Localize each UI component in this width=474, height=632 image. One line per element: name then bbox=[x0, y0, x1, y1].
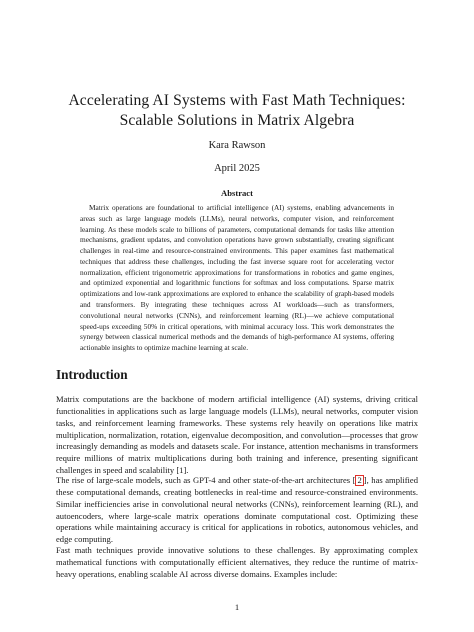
intro-paragraph-2 bbox=[56, 475, 418, 546]
abstract-text: Matrix operations are foundational to artificial intelligence (AI) systems, enabling advancements in areas such as large language models (LLMs), neural networks, computer vision, and reinforcement learning. As these models scale to billions of parameters, computational demands for tasks like attention mechanisms, gradient updates, and convolution operations have grown substantially, creating significant challenges in real-time and resource-constrained environments. This paper examines fast mathematical techniques that address these challenges, including the fast inverse square root for accelerating vector normalization, efficient trigonometric approximations for transformations in robotics and game engines, and optimized exponential and logarithmic functions for softmax and loss computations. Sparse matrix optimizations and low-rank approximations are explored to enhance the scalability of graph-based models and transformers. By integrating these techniques across AI workloads—such as transformers, convolutional neural networks (CNNs), and reinforcement learning (RL)—we achieve computational speed-ups exceeding 50% in critical operations, with minimal accuracy loss. This work demonstrates the synergy between classical numerical methods and the demands of high-performance AI systems, offering actionable insights to optimize machine learning at scale. bbox=[80, 203, 394, 353]
intro-paragraph-1: Matrix computations are the backbone of modern artificial intelligence (AI) systems, driving critical functionalities in applications such as large language models (LLMs), neural networks, computer vision tasks, and reinforcement learning frameworks. These systems rely heavily on operations like matrix multiplication, normalization, rotation, eigenvalue decomposition, and convolution—processes that grow increasingly demanding as models and datasets scale. For instance, attention mechanisms in transformers require millions of matrix multiplications during both training and inference, presenting significant challenges in speed and scalability [1]. bbox=[56, 394, 418, 476]
citation-number: 2 bbox=[357, 475, 362, 485]
intro-paragraph-3: Fast math techniques provide innovative solutions to these challenges. By approximating complex mathematical functions with computationally efficient alternatives, they reduce the runtime of matrix-heavy operations, enabling scalable AI across diverse domains. Examples include: bbox=[56, 545, 418, 579]
citation-link[interactable]: [ 2 ] bbox=[352, 475, 367, 485]
section-heading-introduction: Introduction bbox=[56, 367, 128, 382]
paper-title: Accelerating AI Systems with Fast Math Techniques: Scalable Solutions in Matrix Algebra bbox=[68, 92, 406, 129]
abstract-heading: Abstract bbox=[221, 188, 253, 198]
intro-paragraph-2-text-before: The rise of large-scale models, such as GPT-4 and other state-of-the-art architectures bbox=[56, 475, 353, 485]
intro-paragraph-2-text-after: , has amplified these computational demands, creating bottlenecks in real-time and resource-constrained environments. Similar inefficiencies arise in convolutional neural networks (CNNs), reinforcement learning (RL), and autoencoders, where large-scale matrix operations dominate computational cost. Optimizing these operations while maintaining accuracy is critical for applications in robotics, autonomous vehicles, and edge computing. bbox=[56, 475, 419, 545]
paper-date: April 2025 bbox=[214, 163, 260, 174]
paper-author: Kara Rawson bbox=[208, 140, 266, 151]
page-number: 1 bbox=[234, 602, 240, 612]
